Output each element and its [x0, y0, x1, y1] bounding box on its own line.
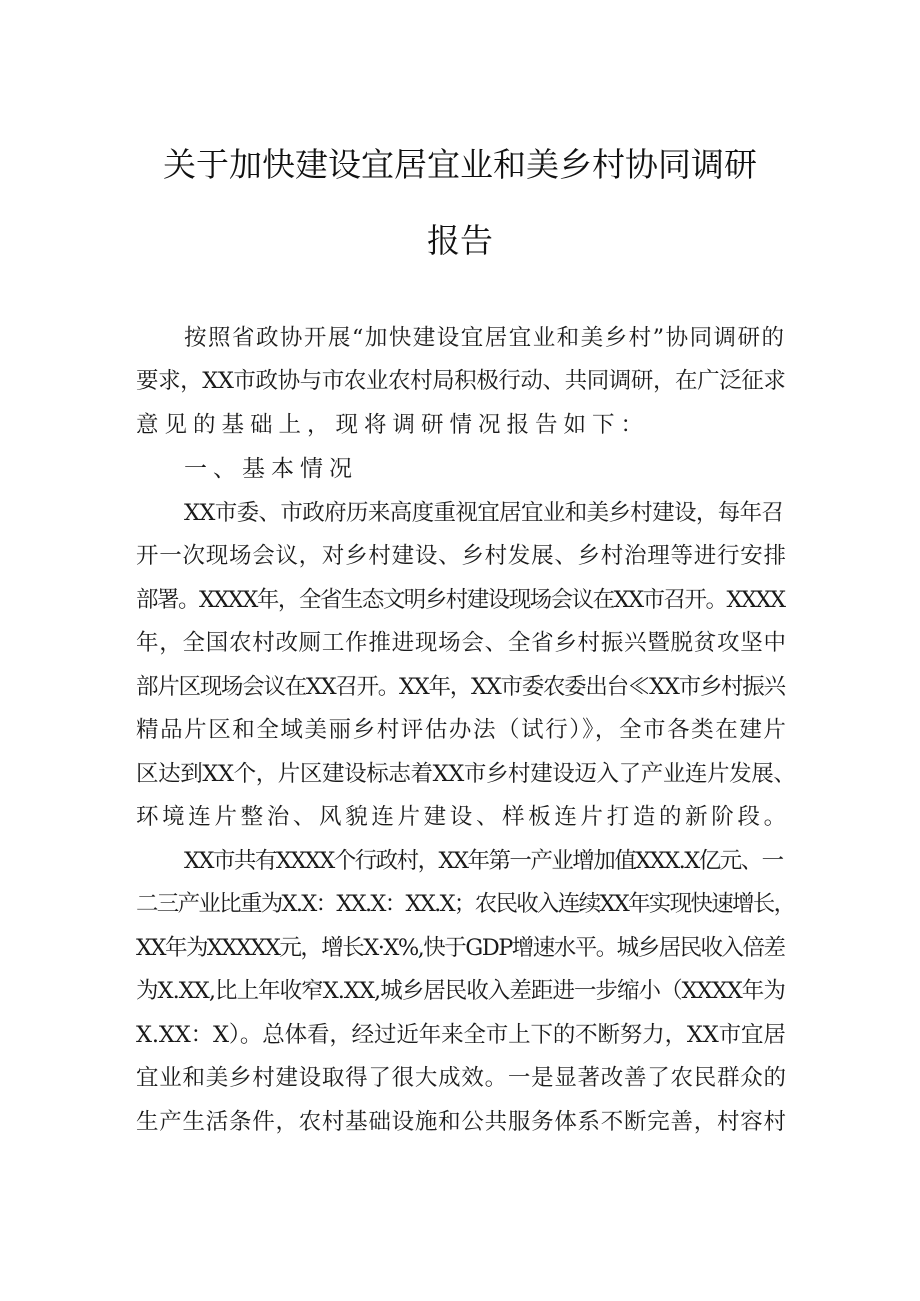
paragraph-line: XX年为XXXXX元，增长X·X%,快于GDP增速水平。城乡居民收入倍差 — [136, 935, 785, 961]
paragraph-line: 区达到XX个，片区建设标志着XX市乡村建设迈入了产业连片发展、 — [136, 761, 796, 787]
paragraph-line: XX市共有XXXX个行政村，XX年第一产业增加值XXX.X亿元、一 — [184, 848, 783, 874]
paragraph-line: 部署。XXXX年，全省生态文明乡村建设现场会议在XX市召开。XXXX — [136, 587, 785, 613]
paragraph-line: X.XX：X）。总体看，经过近年来全市上下的不断努力，XX市宜居 — [136, 1022, 786, 1048]
paragraph-line: 生产生活条件，农村基础设施和公共服务体系不断完善，村容村 — [136, 1109, 787, 1135]
document-title-line-1: 关于加快建设宜居宜业和美乡村协同调研 — [163, 145, 757, 184]
section-heading: 一、基本情况 — [184, 456, 358, 482]
intro-line: 按照省政协开展“加快建设宜居宜业和美乡村”协同调研的 — [184, 325, 786, 351]
paragraph-line: 宜业和美乡村建设取得了很大成效。一是显著改善了农民群众的 — [136, 1065, 787, 1091]
paragraph-line: 环境连片整治、风貌连片建设、样板连片打造的新阶段。 — [136, 804, 790, 830]
paragraph-line: XX市委、市政府历来高度重视宜居宜业和美乡村建设，每年召 — [184, 500, 784, 526]
document-title-line-2: 报告 — [427, 221, 493, 260]
paragraph-line: 开一次现场会议，对乡村建设、乡村发展、乡村治理等进行安排 — [136, 543, 787, 569]
paragraph-line: 部片区现场会议在XX召开。XX年，XX市委农委出台≪XX市乡村振兴 — [136, 674, 785, 700]
paragraph-line: 年，全国农村改厕工作推进现场会、全省乡村振兴暨脱贫攻坚中 — [136, 630, 787, 656]
intro-line: 意见的基础上，现将调研情况报告如下： — [136, 412, 650, 438]
paragraph-line: 精品片区和全域美丽乡村评估办法（试行）》，全市各类在建片 — [136, 717, 788, 743]
intro-line: 要求，XX市政协与市农业农村局积极行动、共同调研，在广泛征求 — [136, 368, 786, 394]
paragraph-line: 为X.XX,比上年收窄X.XX,城乡居民收入差距进一步缩小（XXXX年为 — [136, 978, 785, 1004]
paragraph-line: 二三产业比重为X.X：XX.X：XX.X；农民收入连续XX年实现快速增长， — [136, 891, 795, 917]
